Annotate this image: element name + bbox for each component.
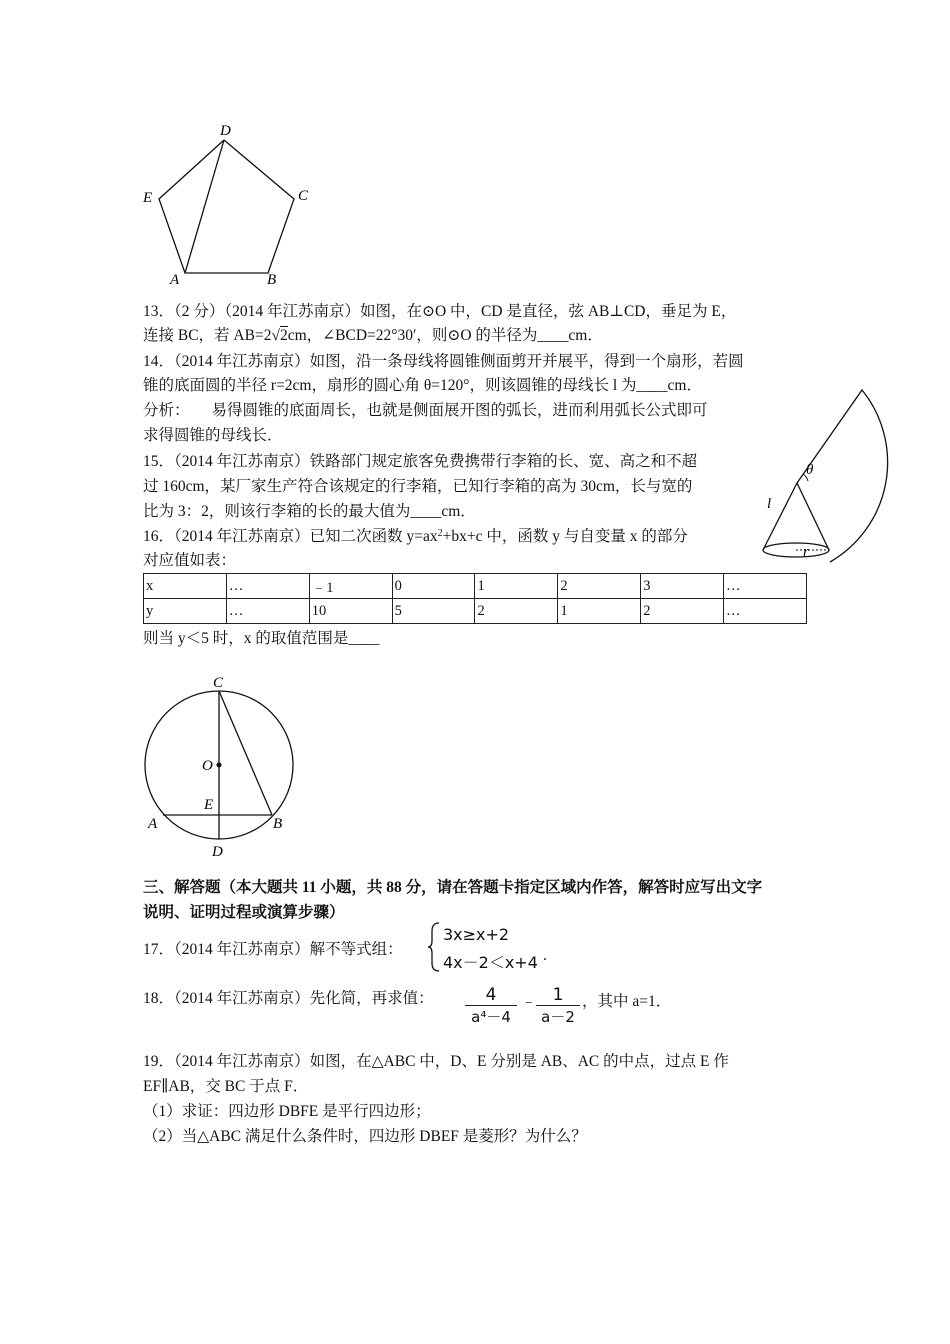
q19-part2: （2）当△ABC 满足什么条件时，四边形 DBEF 是菱形？为什么？ xyxy=(143,1128,587,1145)
q15-line3: 比为 3：2，则该行李箱的长的最大值为____cm． xyxy=(143,503,476,520)
label-C: C xyxy=(213,675,224,691)
section3-line1: 三、解答题（本大题共 11 小题，共 88 分，请在答题卡指定区域内作答，解答时应写出文字 xyxy=(143,879,763,896)
label-E: E xyxy=(143,190,153,206)
q15-line1: 15．（2014 年江苏南京）铁路部门规定旅客免费携带行李箱的长、宽、高之和不超 xyxy=(143,453,698,470)
q19-line1: 19．（2014 年江苏南京）如图，在△ABC 中，D、E 分别是 AB、AC 的中点，过点 E 作 xyxy=(143,1053,729,1070)
frac1-num: 4 xyxy=(465,985,517,1006)
label-E: E xyxy=(204,797,214,813)
q14-line1: 14．（2014 年江苏南京）如图，沿一条母线将圆锥侧面剪开并展平，得到一个扇形，若圆 xyxy=(143,353,744,370)
table-cell: 5 xyxy=(392,599,475,624)
q16-line1 xyxy=(143,527,688,547)
ineq-2: 4x－2＜x+4 xyxy=(443,953,538,972)
sqrt-value: 2 xyxy=(279,327,288,344)
q14-analysis-2: 求得圆锥的母线长． xyxy=(143,427,283,444)
q17-end: . xyxy=(543,947,547,964)
q16-line2: 对应值如表： xyxy=(143,552,237,569)
segment-CB xyxy=(219,691,272,815)
label-r: r xyxy=(803,544,809,560)
fraction-2 xyxy=(536,985,580,1027)
analysis-text-1: 易得圆锥的底面周长，也就是侧面展开图的弧长，进而利用弧长公式即可 xyxy=(211,402,708,419)
q13-line2-pre: 连接 BC，若 AB=2 xyxy=(143,327,272,344)
q13-line2 xyxy=(143,326,603,346)
label-D: D xyxy=(220,123,231,139)
analysis-label: 分析： xyxy=(143,402,190,419)
table-cell: 3 xyxy=(641,574,724,599)
q19-line2: EF∥AB，交 BC 于点 F． xyxy=(143,1078,309,1095)
sqrt-symbol: √2 xyxy=(271,327,288,344)
label-l: l xyxy=(767,496,772,512)
label-B: B xyxy=(267,272,277,288)
label-A: A xyxy=(148,816,158,832)
table-cell: … xyxy=(226,574,309,599)
table-cell: 1 xyxy=(475,574,558,599)
table-cell: … xyxy=(724,599,807,624)
label-D: D xyxy=(212,844,223,860)
q18-minus: ﹣ xyxy=(521,993,537,1010)
table-cell: 2 xyxy=(641,599,724,624)
table-cell: 2 xyxy=(475,599,558,624)
cone-side-right xyxy=(797,483,829,550)
fraction-1 xyxy=(465,985,517,1027)
pentagon-figure xyxy=(140,118,320,290)
circle-figure xyxy=(140,670,315,862)
q18-text: 18．（2014 年江苏南京）先化简，再求值： xyxy=(143,990,434,1007)
table-cell: ﹣1 xyxy=(309,574,392,599)
table-cell: 2 xyxy=(558,574,641,599)
q16-line1-post: +bx+c 中，函数 y 与自变量 x 的部分 xyxy=(442,528,688,545)
table-cell: 1 xyxy=(558,599,641,624)
q16-after: 则当 y＜5 时，x 的取值范围是____ xyxy=(143,630,380,647)
label-theta: θ xyxy=(806,462,814,478)
cone-figure xyxy=(755,382,940,574)
label-C: C xyxy=(298,188,309,204)
brace-icon xyxy=(427,921,441,973)
center-point xyxy=(217,763,222,768)
table-cell: 10 xyxy=(309,599,392,624)
q14-analysis-1 xyxy=(143,401,708,421)
ineq-1: 3x≥x+2 xyxy=(443,925,510,944)
frac1-den: a⁴－4 xyxy=(471,1008,511,1026)
table-row xyxy=(144,574,807,599)
q13-line2-post: cm，∠BCD=22°30′，则⊙O 的半径为____cm． xyxy=(287,327,603,344)
table-cell: … xyxy=(226,599,309,624)
label-O: O xyxy=(202,758,213,774)
q16-line1-pre: 16．（2014 年江苏南京）已知二次函数 y=ax xyxy=(143,528,438,545)
section3-line2: 说明、证明过程或演算步骤） xyxy=(143,904,345,921)
q15-line2: 过 160cm，某厂家生产符合该规定的行李箱，已知行李箱的高为 30cm，长与宽的 xyxy=(143,478,693,495)
frac2-num: 1 xyxy=(536,985,580,1006)
q14-line2: 锥的底面圆的半径 r=2cm，扇形的圆心角 θ=120°，则该圆锥的母线长 l 为____cm． xyxy=(143,377,702,394)
label-B: B xyxy=(273,816,283,832)
pentagon-outline xyxy=(159,140,294,273)
table-cell: y xyxy=(144,599,227,624)
value-table xyxy=(143,573,807,624)
q16-sup: 2 xyxy=(437,528,443,539)
frac2-den: a－2 xyxy=(541,1008,575,1026)
table-cell: x xyxy=(144,574,227,599)
cone-side-left xyxy=(763,483,797,550)
table-row xyxy=(144,599,807,624)
q17-text: 17．（2014 年江苏南京）解不等式组： xyxy=(143,941,403,958)
label-A: A xyxy=(170,272,180,288)
pentagon-diagonal-AD xyxy=(185,140,224,273)
q13-line1: 13．（2 分）（2014 年江苏南京）如图，在⊙O 中，CD 是直径，弦 AB⊥CD，垂足为 E， xyxy=(143,303,737,320)
table-cell: … xyxy=(724,574,807,599)
q19-part1: （1）求证：四边形 DBFE 是平行四边形； xyxy=(143,1103,431,1120)
table-cell: 0 xyxy=(392,574,475,599)
q18-end: ，其中 a=1． xyxy=(582,993,672,1010)
